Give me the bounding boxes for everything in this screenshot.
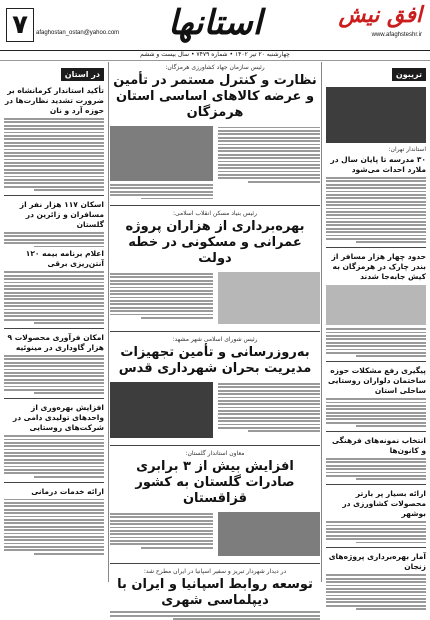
body-text (110, 184, 213, 199)
email-address[interactable]: afaghostan_ostan@yahoo.com (36, 30, 120, 36)
kicker: در دیدار شهردار تبریز و سفیر اسپانیا در ایران مطرح شد: (143, 568, 287, 576)
body-text (4, 355, 104, 394)
headline: آمار بهره‌برداری پروژه‌های زنجان (328, 552, 426, 572)
headline: اسکان ۱۱۷ هزار نفر از مسافران و زائرین در گلستان (19, 200, 104, 229)
headline: اعلام برنامه بیمه ۱۲۰ آنتن‌ریزی برقی (25, 249, 104, 269)
headline: توسعه روابط اسپانیا و ایران با دیپلماسی شهری (117, 577, 313, 609)
body-text (326, 521, 426, 543)
headline: نظارت و کنترل مستمر در تأمین و عرضه کالاهای اساسی استان هرمزگان (113, 73, 317, 120)
kicker: رئیس شورای اسلامی شهر مشهد: (172, 336, 258, 344)
headline: افزایش بیش از ۳ برابری صادرات گلستان به کشور قزاقستان (135, 459, 295, 507)
body-text (218, 125, 321, 199)
divider (326, 547, 426, 548)
divider (110, 205, 320, 206)
body-text (326, 328, 426, 357)
construction-photo (218, 272, 321, 324)
divider (326, 484, 426, 485)
divider (326, 361, 426, 362)
trade-photo (218, 512, 321, 556)
middle-column (110, 62, 320, 609)
portrait-photo (326, 87, 426, 143)
kicker: رئیس سازمان جهاد کشاورزی هرمزگان: (165, 64, 265, 71)
website-address[interactable]: www.afaghsteshr.ir (371, 32, 422, 38)
divider (4, 398, 104, 399)
left-column (4, 62, 109, 582)
body-text (110, 271, 213, 325)
body-text (326, 574, 426, 610)
newspaper-title: استانها (167, 3, 263, 43)
headline: ۳۰ مدرسه تا پایان سال در ملارد احداث می‌شود (330, 155, 426, 174)
kicker: استاندار تهران: (388, 146, 426, 153)
supermarket-photo (110, 126, 213, 181)
divider (110, 563, 320, 564)
headline: افزایش بهره‌وری از واحد‌های تولیدی دامی در شرکت‌های روستایی (12, 403, 104, 433)
body-text (110, 611, 320, 620)
divider (326, 431, 426, 432)
divider (110, 331, 320, 332)
divider (4, 195, 104, 196)
page-number: ۷ (6, 8, 34, 42)
body-text (4, 271, 104, 324)
headline: بهره‌برداری از هزاران پروژه عمرانی و مسکونی در خطه دولت (125, 219, 305, 267)
official-portrait-photo (110, 382, 213, 438)
body-text (218, 381, 321, 439)
divider (110, 445, 320, 446)
body-text (4, 499, 104, 555)
headline: پیگیری رفع مشکلات حوزه ساختمان دلواران روستایی ساحلی استان (328, 366, 426, 396)
headline: امکان فرآوری محصولات ۹ هزار گاوداری در مینوئیه (7, 333, 104, 353)
dateline: چهارشنبه ۲۰ تیر ۱۴۰۲ • شماره ۷۴۷۹ • سال بیست و ششم (0, 50, 430, 61)
headline: ارائه خدمات درمانی (31, 486, 104, 496)
body-text (4, 232, 104, 247)
body-text (4, 435, 104, 477)
kicker: معاون استاندار گلستان: (185, 450, 245, 458)
headline: حدود چهار هزار مسافر از بندر چارک در هرمزگان به کیش جابه‌جا شدند (331, 252, 426, 282)
brand-logo: افق نیش (338, 2, 422, 28)
body-text (110, 511, 213, 557)
harbor-photo (326, 285, 426, 325)
masthead (0, 0, 430, 51)
body-text (4, 118, 104, 191)
divider (4, 482, 104, 483)
headline: انتخاب نمونه‌های فرهنگی و کانون‌ها (331, 436, 426, 456)
body-text (326, 398, 426, 427)
headline: به‌روزرسانی و تأمین تجهیزات مدیریت بحران شهرداری قدس (118, 345, 312, 377)
kicker: رئیس بنیاد مسکن انقلاب اسلامی: (172, 210, 257, 218)
body-text (326, 177, 426, 243)
headline: ارائه بسیار پر بارتر محصولات کشاورزی در بوشهر (342, 489, 426, 519)
body-text (326, 458, 426, 480)
section-label-tribune: تریبون (392, 68, 426, 81)
section-label-province: در استان (61, 68, 104, 81)
divider (326, 247, 426, 248)
divider (4, 328, 104, 329)
headline: تأکید استاندار کرمانشاه بر ضرورت تشدید نظارت‌ها در حوزه آرد و نان (4, 86, 104, 115)
right-column (321, 62, 426, 582)
